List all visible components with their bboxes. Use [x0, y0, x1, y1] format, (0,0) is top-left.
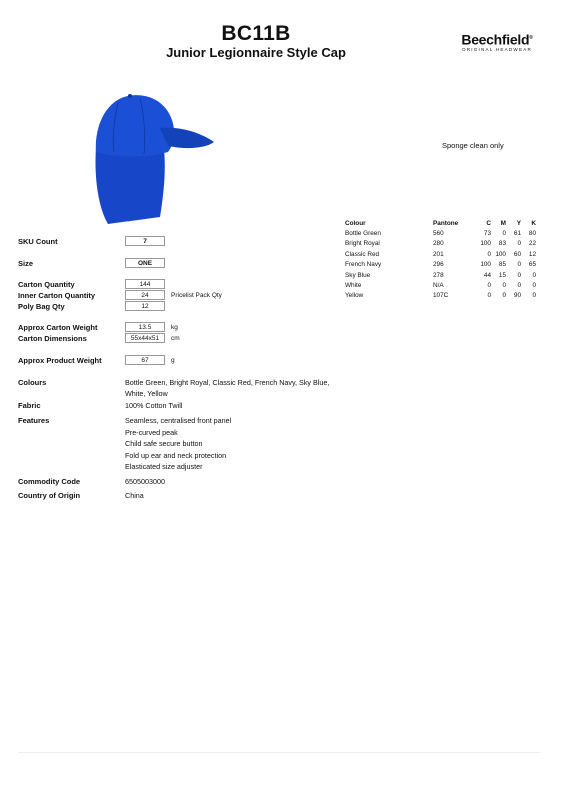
feature-item: Child safe secure button — [125, 439, 203, 448]
colour-table-cell-colour: Bright Royal — [345, 240, 380, 248]
colour-table-cell-c: 0 — [487, 282, 491, 289]
colour-table-cell-m: 100 — [495, 250, 506, 258]
sku-count-label: SKU Count — [18, 237, 58, 246]
colour-table-cell-c: 100 — [480, 240, 491, 248]
feature-item: Seamless, centralised front panel — [125, 416, 232, 425]
colour-table-cell-pantone: N/A — [433, 282, 444, 289]
colour-table-cell-colour: White — [345, 282, 362, 289]
cap-peak — [160, 128, 214, 148]
colour-table-cell-y: 0 — [517, 271, 521, 279]
product-weight-unit: g — [171, 357, 175, 364]
colour-table-header-y: Y — [516, 220, 521, 227]
product-title: Junior Legionnaire Style Cap — [166, 45, 346, 60]
colour-table-cell-pantone: 560 — [433, 230, 444, 237]
brand-logo — [452, 31, 542, 53]
colour-table-cell-colour: Bottle Green — [345, 230, 381, 237]
cap-button — [128, 94, 132, 98]
brand-registered-mark: ® — [529, 35, 533, 41]
colour-table-cell-k: 80 — [528, 230, 536, 237]
colour-table-cell-y: 61 — [513, 230, 521, 237]
colour-table-cell-c: 0 — [487, 292, 491, 300]
carton-weight-label: Approx Carton Weight — [18, 323, 98, 332]
colour-table-cell-colour: Yellow — [345, 292, 364, 300]
poly-bag-qty-label: Poly Bag Qty — [18, 302, 65, 311]
brand-tagline: ORIGINAL HEADWEAR — [461, 46, 532, 52]
colour-table-cell-c: 44 — [483, 271, 491, 279]
product-code: BC11B — [221, 22, 291, 45]
colour-table-header-m: M — [500, 220, 506, 227]
inner-carton-quantity-label: Inner Carton Quantity — [18, 291, 96, 300]
fabric-label: Fabric — [18, 401, 41, 410]
colour-table-cell-m: 0 — [502, 292, 506, 300]
colour-table-cell-m: 83 — [498, 240, 506, 248]
colour-table-cell-k: 0 — [532, 271, 536, 279]
carton-weight-unit: kg — [171, 324, 178, 331]
size-value: ONE — [125, 258, 165, 268]
colour-table-cell-pantone: 278 — [433, 271, 444, 279]
colour-table-cell-c: 73 — [483, 230, 491, 237]
carton-dimensions-value: 55x44x51 — [125, 333, 165, 343]
product-image-cap — [88, 92, 218, 227]
size-label: Size — [18, 259, 34, 268]
colour-table-cell-k: 22 — [528, 240, 536, 248]
carton-dimensions-label: Carton Dimensions — [18, 334, 87, 343]
colour-table-cell-colour: Classic Red — [345, 250, 380, 258]
colour-table-cell-pantone: 201 — [433, 250, 444, 258]
footer-divider — [18, 752, 540, 753]
feature-item: Elasticated size adjuster — [125, 462, 203, 471]
country-of-origin-value: China — [125, 491, 144, 500]
colour-table-header-c: C — [486, 220, 491, 227]
fabric-value: 100% Cotton Twill — [125, 401, 183, 410]
colour-table-cell-y: 90 — [513, 292, 521, 300]
colour-table-cell-pantone: 107C — [433, 292, 449, 300]
colour-table-cell-colour: French Navy — [345, 261, 382, 269]
care-instructions: Sponge clean only — [442, 141, 504, 150]
colour-table-cell-y: 0 — [517, 282, 521, 289]
carton-quantity-value: 144 — [125, 279, 165, 289]
colour-table-cell-y: 0 — [517, 261, 521, 269]
cap-crown — [96, 95, 174, 156]
pricelist-pack-qty-note: Pricelist Pack Qty — [171, 292, 222, 299]
commodity-code-label: Commodity Code — [18, 477, 81, 486]
features-label: Features — [18, 416, 50, 425]
colour-table-cell-y: 0 — [517, 240, 521, 248]
colours-value: Bottle Green, Bright Royal, Classic Red, French Navy, Sky Blue, White, Yellow — [125, 378, 330, 398]
colour-table-header-k: K — [531, 220, 536, 227]
product-weight-label: Approx Product Weight — [18, 356, 102, 365]
product-weight-value: 67 — [125, 355, 165, 365]
commodity-code-value: 6505003000 — [125, 477, 165, 486]
carton-quantity-label: Carton Quantity — [18, 280, 75, 289]
colour-table-cell-k: 65 — [528, 261, 536, 269]
colour-table-cell-c: 0 — [487, 250, 491, 258]
brand-name: Beechfield — [461, 31, 530, 48]
country-of-origin-label: Country of Origin — [18, 491, 81, 500]
colour-table-cell-k: 0 — [532, 292, 536, 300]
colour-table-cell-k: 12 — [528, 250, 536, 258]
colour-table-cell-m: 0 — [502, 282, 506, 289]
colour-table-header-pantone: Pantone — [433, 220, 459, 227]
sku-count-value: 7 — [125, 236, 165, 246]
colours-label: Colours — [18, 378, 47, 387]
carton-dimensions-unit: cm — [171, 335, 180, 342]
carton-weight-value: 13.5 — [125, 322, 165, 332]
cap-neck-flap — [96, 147, 165, 224]
colour-table-cell-m: 15 — [498, 271, 506, 279]
feature-item: Pre-curved peak — [125, 427, 178, 437]
colour-table-cell-m: 0 — [502, 230, 506, 237]
colour-table-header-colour: Colour — [345, 220, 366, 227]
colour-table-cell-c: 100 — [480, 261, 491, 269]
colour-table-cell-m: 85 — [498, 261, 506, 269]
colour-table-cell-y: 60 — [513, 250, 521, 258]
colour-table-cell-k: 0 — [532, 282, 536, 289]
colour-table-cell-pantone: 296 — [433, 261, 444, 269]
feature-item: Fold up ear and neck protection — [125, 450, 227, 460]
poly-bag-qty-value: 12 — [125, 301, 165, 311]
inner-carton-quantity-value: 24 — [125, 290, 165, 300]
colour-table-cell-colour: Sky Blue — [345, 271, 371, 279]
colour-table-cell-pantone: 280 — [433, 240, 444, 248]
